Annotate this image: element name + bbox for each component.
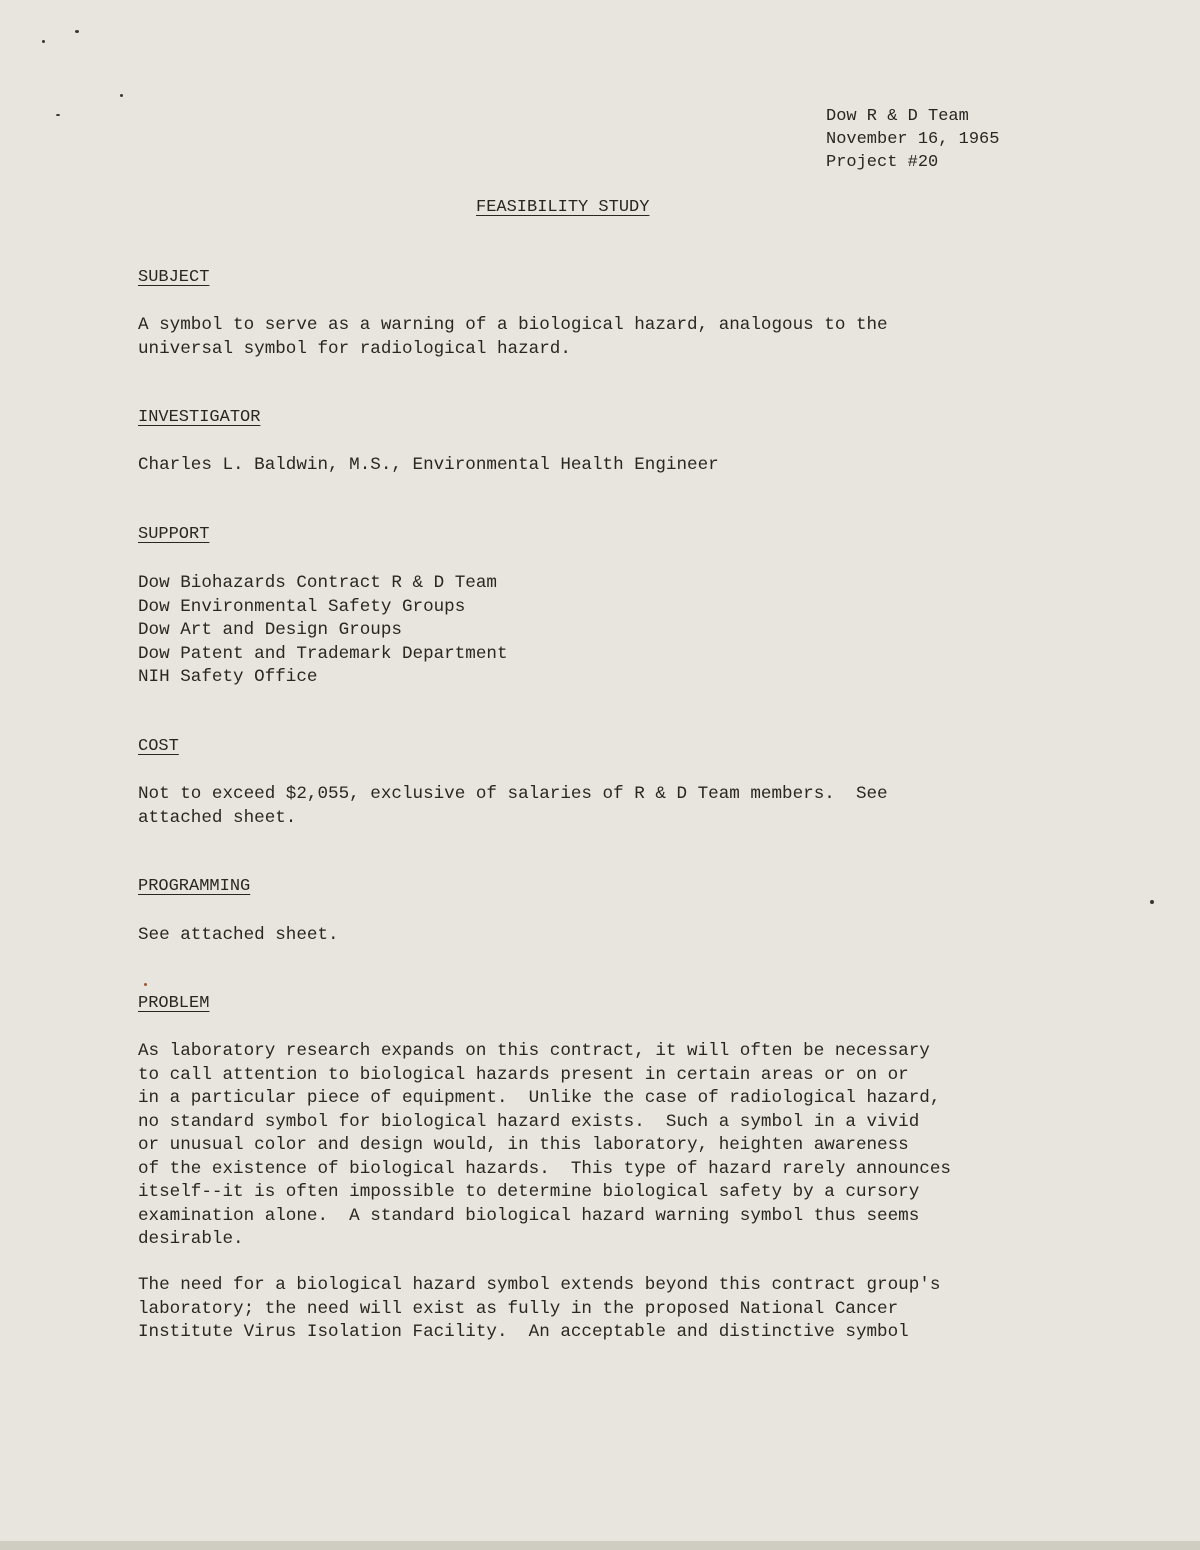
support-item: Dow Patent and Trademark Department: [138, 643, 508, 664]
paper-speck: [75, 30, 79, 33]
paper-speck: [42, 40, 45, 43]
subject-text: A symbol to serve as a warning of a biological hazard, analogous to the universal symbol for radiological hazard.: [138, 315, 888, 359]
support-list: [138, 572, 508, 690]
paper-speck: [144, 983, 147, 986]
support-item: NIH Safety Office: [138, 667, 318, 687]
paper-speck: [56, 114, 60, 116]
document-title: FEASIBILITY STUDY: [476, 198, 650, 217]
cost-text: Not to exceed $2,055, exclusive of salaries of R & D Team members. See attached sheet.: [138, 784, 888, 828]
problem-heading: PROBLEM: [138, 994, 210, 1013]
paper-speck: [1150, 900, 1154, 904]
subject-heading: SUBJECT: [138, 268, 210, 287]
investigator-heading: INVESTIGATOR: [138, 408, 261, 427]
support-item: Dow Environmental Safety Groups: [138, 596, 466, 617]
programming-text: See attached sheet.: [138, 925, 339, 945]
header-project: Project #20: [826, 153, 939, 172]
support-heading: SUPPORT: [138, 525, 210, 544]
header-date: November 16, 1965: [826, 130, 1000, 149]
paper-speck: [120, 94, 123, 97]
header-block: [826, 105, 999, 174]
header-team: Dow R & D Team: [826, 107, 969, 126]
support-item: Dow Biohazards Contract R & D Team: [138, 573, 497, 593]
problem-paragraph-1: As laboratory research expands on this contract, it will often be necessary to call attention to biological hazards present in certain areas or on or in a particular piece of equipment. Unlike the case of radiological hazard, no standard symbol for biological hazard exists. Such a symbol in a vivid or unusual color and design would, in this laboratory, heighten awareness of the existence of biological hazards. This type of hazard rarely announces itself--it is often impossible to determine biological safety by a cursory examination alone. A standard biological hazard warning symbol thus seems desirable.: [138, 1041, 951, 1249]
support-item: Dow Art and Design Groups: [138, 620, 402, 640]
page-bottom-edge: [0, 1541, 1200, 1550]
programming-heading: PROGRAMMING: [138, 877, 251, 896]
cost-heading: COST: [138, 737, 179, 756]
problem-paragraph-2: The need for a biological hazard symbol extends beyond this contract group's laboratory; the need will exist as fully in the proposed National Cancer Institute Virus Isolation Facility. An acceptable and distinctive symbol: [138, 1275, 941, 1342]
investigator-text: Charles L. Baldwin, M.S., Environmental Health Engineer: [138, 455, 719, 475]
